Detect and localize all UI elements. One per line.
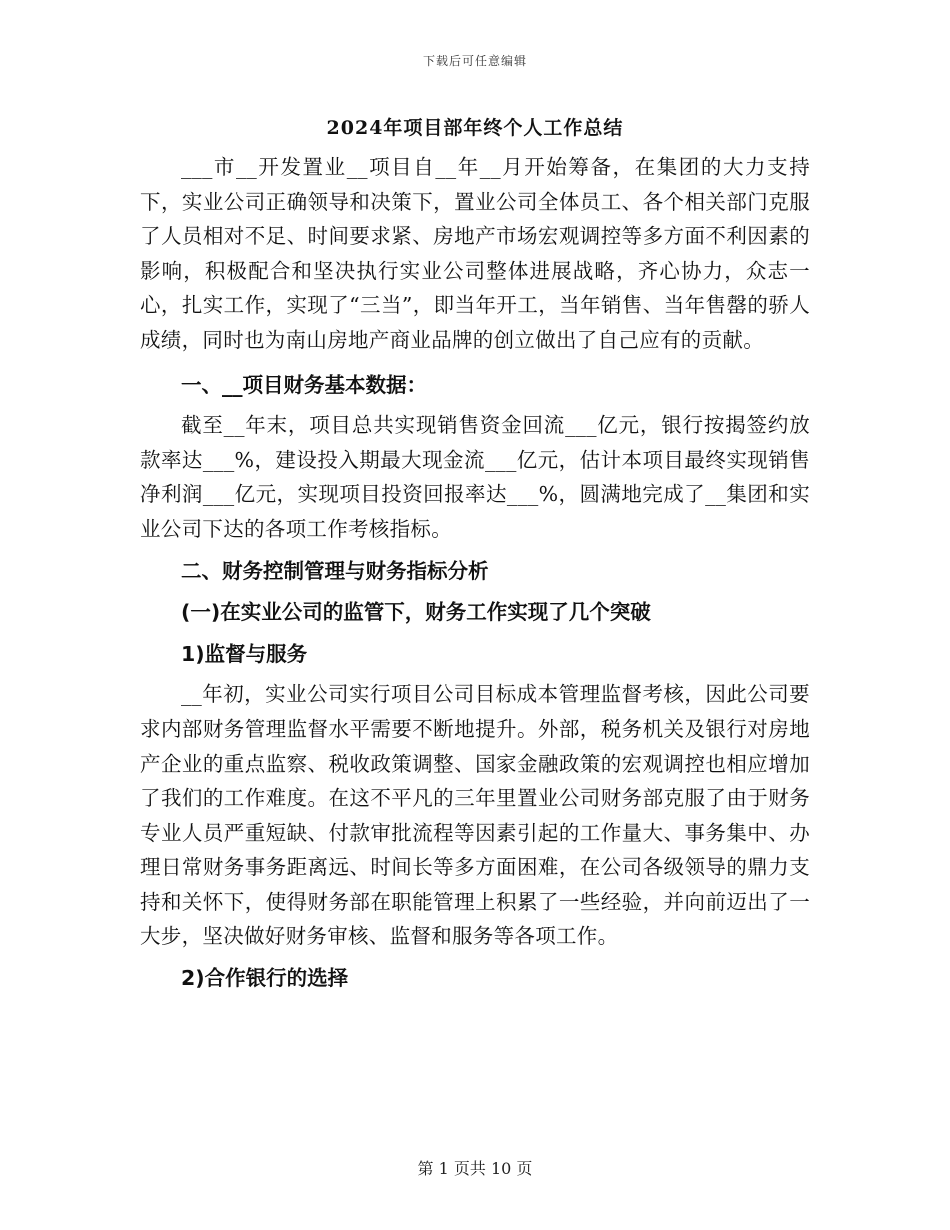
document-title: 2024年项目部年终个人工作总结	[326, 117, 624, 139]
section1-heading: 一、__项目财务基本数据：	[181, 372, 427, 397]
section2-heading: 二、财务控制管理与财务指标分析	[181, 558, 489, 583]
item1-paragraph: __年初，实业公司实行项目公司目标成本管理监督考核，因此公司要求内部财务管理监督水平需要不断地提升。外部，税务机关及银行对房地产企业的重点监察、税收政策调整、国家金融政策的宏观调控也相应增加了我们的工作难度。在这不平凡的三年里置业公司财务部克服了由于财务专业人员严重短缺、付款审批流程等因素引起的工作量大、事务集中、办理日常财务事务距离远、时间长等多方面困难，在公司各级领导的鼎力支持和关怀下，使得财务部在职能管理上积累了一些经验，并向前迈出了一大步，坚决做好财务审核、监督和服务等各项工作。	[140, 682, 810, 949]
page-number: 第 1 页共 10 页	[417, 1159, 533, 1178]
section1-paragraph: 截至__年末，项目总共实现销售资金回流___亿元，银行按揭签约放款率达___%，建设投入期最大现金流___亿元，估计本项目最终实现销售净利润___亿元，实现项目投资回报率达___%，圆满地完成了__集团和实业公司下达的各项工作考核指标。	[140, 413, 810, 541]
subsection1-heading: (一)在实业公司的监管下，财务工作实现了几个突破	[181, 600, 651, 625]
item2-heading: 2)合作银行的选择	[181, 966, 349, 991]
document-body	[140, 112, 810, 1002]
item1-heading: 1)监督与服务	[181, 641, 308, 666]
header-note: 下载后可任意编辑	[422, 54, 527, 68]
intro-paragraph: ___市__开发置业__项目自__年__月开始筹备，在集团的大力支持下，实业公司正确领导和决策下，置业公司全体员工、各个相关部门克服了人员相对不足、时间要求紧、房地产市场宏观调控等多方面不利因素的影响，积极配合和坚决执行实业公司整体进展战略，齐心协力，众志一心，扎实工作，实现了“三当”，即当年开工，当年销售、当年售罄的骄人成绩，同时也为南山房地产商业品牌的创立做出了自己应有的贡献。	[140, 155, 810, 352]
